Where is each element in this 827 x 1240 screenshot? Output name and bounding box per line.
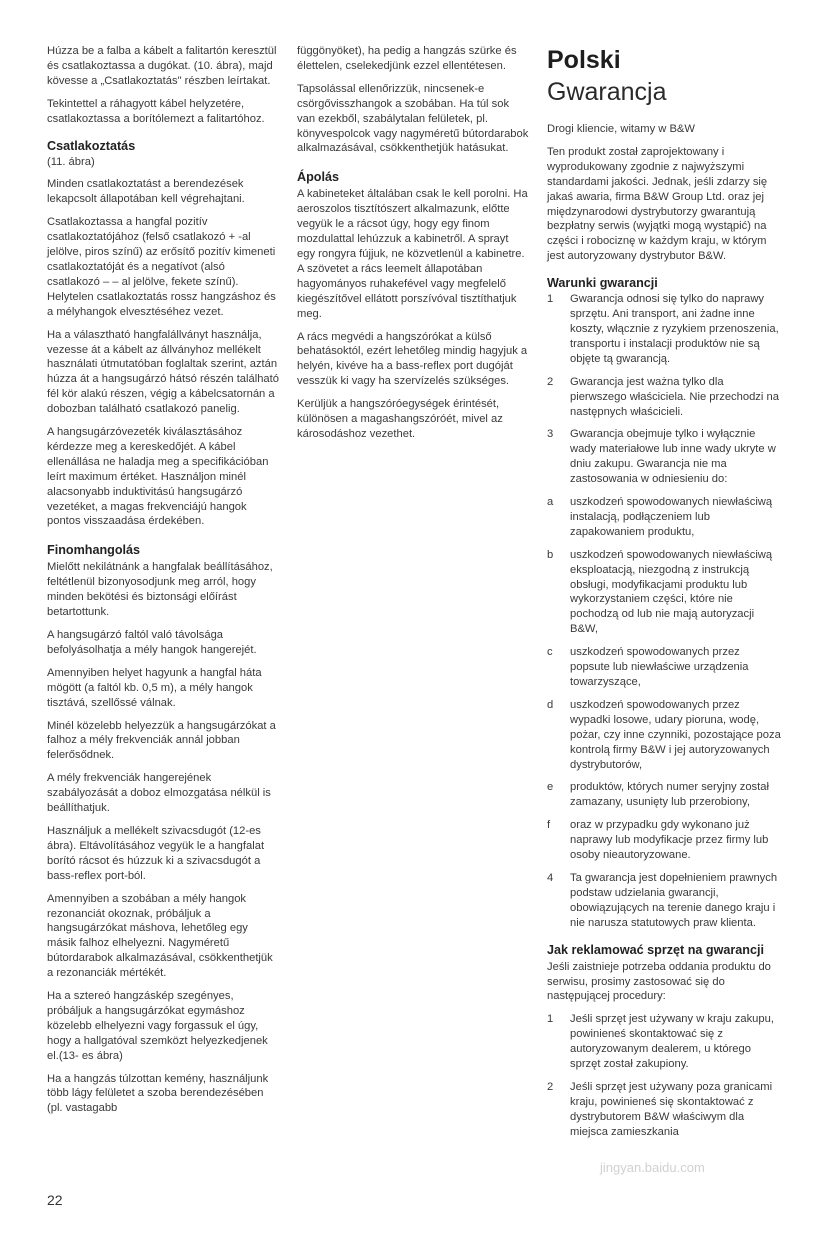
language-heading: Polski <box>547 46 621 74</box>
section-heading-care: Ápolás <box>297 170 339 185</box>
paragraph: Használjuk a mellékelt szivacsdugót (12-es ábra). Eltávolításához vegyük le a hangfalat borító rácsot és húzzuk ki a szivacsdugót a bass-reflex port-ból. <box>47 824 265 882</box>
paragraph: Csatlakoztassa a hangfal pozitív csatlakoztatójához (felső csatlakozó + -al jelölve, piros színű) az erősítő pozitív kimeneti csatlakoztatóját és a negatívot (alsó csatlakozó – – al jelölve, fekete színű). Helytelen csatlakoztatás rossz hangzáshoz és a mélyhangok elvesztéséhez vezet. <box>47 216 276 318</box>
paragraph: A rács megvédi a hangszórókat a külső behatásoktól, ezért lehetőleg mindig hagyjuk a helyén, kivéve ha a bass-reflex port dugóját vesszük ki vagy ha szervízelés szükséges. <box>297 330 528 388</box>
list-item: 4 Ta gwarancja jest dopełnieniem prawnych podstaw udzielania gwarancji, obowiązujących na terenie danego kraju i nie narusza statutowych praw klienta. <box>547 871 778 929</box>
list-item: 2 Gwarancja jest ważna tylko dla pierwszego właściciela. Nie przechodzi na następnych właścicieli. <box>547 375 779 418</box>
paragraph: Kerüljük a hangszóróegységek érintését, különösen a magashangszóróét, mivel az károsodáshoz vezethet. <box>297 398 503 440</box>
list-item: 2 Jeśli sprzęt jest używany poza granicami kraju, powinieneś się skontaktować z dystrybutorem B&W właściwym dla miejsca zamieszkania <box>547 1080 773 1138</box>
list-item: f oraz w przypadku gdy wykonano już naprawy lub modyfikacje przez firmy lub osoby nieautoryzowane. <box>547 819 769 862</box>
list-item: 3 Gwarancja obejmuje tylko i wyłącznie wady materiałowe lub inne wady ukryte w dniu zakupu. Gwarancja nie ma zastosowania w odniesieniu do: <box>547 428 776 486</box>
section-heading-claim: Jak reklamować sprzęt na gwarancji <box>547 942 764 957</box>
paragraph: Tapsolással ellenőrizzük, nincsenek-e csörgővisszhangok a szobában. Ha túl sok van ezekből, szabálytalan felületek, pl. könyvespolcok vagy nagyméretű bútordarabok alkalmazásával, csökkenthetjük hatásukat. <box>297 82 529 155</box>
paragraph: A mély frekvenciák hangerejének szabályozását a doboz elmozgatása nélkül is beállíthatjuk. <box>47 772 271 815</box>
paragraph: Minél közelebb helyezzük a hangsugárzókat a falhoz a mély frekvenciák annál jobban felerősődnek. <box>47 719 276 762</box>
column-polish <box>547 44 782 1148</box>
paragraph: függönyöket), ha pedig a hangzás szürke és élettelen, cselekedjünk ezzel ellentétesen. <box>297 45 517 72</box>
page-title: Gwarancja <box>547 78 667 106</box>
paragraph: Amennyiben helyet hagyunk a hangfal háta mögött (a faltól kb. 0,5 m), a mély hangok tisztává, szellőssé válnak. <box>47 666 262 709</box>
claim-list <box>547 1012 782 1139</box>
paragraph: Jeśli zaistnieje potrzeba oddania produktu do serwisu, prosimy zastosować się do następującej procedury: <box>547 960 771 1003</box>
section-heading-connection: Csatlakoztatás <box>47 138 136 153</box>
column-hungarian-left <box>47 44 279 1124</box>
figure-reference: (11. ábra) <box>47 155 95 168</box>
paragraph: Húzza be a falba a kábelt a falitartón keresztül és csatlakoztassa a dugókat. (10. ábra), majd kövesse a „Csatlakoztatás" részben leírtakat. <box>47 45 277 87</box>
section-heading-warranty-conditions: Warunki gwarancji <box>547 276 658 291</box>
paragraph: A kabineteket általában csak le kell porolni. Ha aeroszolos tisztítószert alkalmazunk, előtte vegyük le a rácsot úgy, hogy egy finom mozdulattal lehúzzuk a kabinetről. A sprayt egy rongyra fújjuk, ne közvetlenül a kabinetre. A szövetet a rács leemelt állapotában hagyományos ruhakefével vagy megfelelő kiegészítővel ellátott porszívóval tisztíthatjuk meg. <box>297 188 528 320</box>
list-item: e produktów, których numer seryjny został zamazany, usunięty lub przerobiony, <box>547 781 769 809</box>
paragraph: Ha a választható hangfalállványt használja, vezesse át a kábelt az állványhoz mellékelt használati útmutatóban foglaltak szerint, aztán húzza át a hangsugárzó hátsó részén található fél kör alakú részen, végig a kábelcsatornán a dobozban található csatlakozó panelig. <box>47 328 279 416</box>
paragraph: Minden csatlakoztatást a berendezések lekapcsolt állapotában kell végrehajtani. <box>47 178 245 206</box>
watermark: jingyan.baidu.com <box>600 1160 705 1175</box>
list-item: b uszkodzeń spowodowanych niewłaściwą eksploatacją, niezgodną z instrukcją obsługi, modyfikacjami produktu lub wykorzystaniem części, które nie pochodzą od lub nie mają autoryzacji B&W, <box>547 548 773 636</box>
paragraph: A hangsugárzóvezeték kiválasztásához kérdezze meg a kereskedőjét. A kábel ellenállása ne haladja meg a specifikációban leírt maximum értéket. Használjon minél alacsonyabb induktivitású hangsugárzó vezetéket, a magas frekvenciájú hangok pontos visszaadása érdekében. <box>47 426 269 528</box>
paragraph: Ha a sztereó hangzáskép szegényes, próbáljuk a hangsugárzókat egymáshoz közelebb elhelyezni vagy forgassuk el úgy, hogy a hallgatóval szemközt helyezkedjenek el.(13- es ábra) <box>47 990 268 1062</box>
paragraph: A hangsugárzó faltól való távolsága befolyásolhatja a mély hangok hangerejét. <box>47 629 257 656</box>
paragraph: Ha a hangzás túlzottan kemény, használjunk több lágy felületet a szoba berendezésében (pl. vastagabb <box>47 1072 269 1115</box>
column-hungarian-right <box>297 44 529 450</box>
paragraph: Drogi kliencie, witamy w B&W <box>547 123 695 135</box>
list-item: d uszkodzeń spowodowanych przez wypadki losowe, udary pioruna, wodę, pożar, czy inne czynniki, pozostające poza kontrolą firmy B&W i jej autoryzowanych dystrybutorów, <box>547 698 781 771</box>
list-item: a uszkodzeń spowodowanych niewłaściwą instalacją, podłączeniem lub zapakowaniem produktu, <box>547 496 773 538</box>
paragraph: Amennyiben a szobában a mély hangok rezonanciát okoznak, próbáljuk a hangsugárzókat máshova, lehetőleg egy másik falhoz elhelyezni. Nagyméretű bútordarabok alkalmazásával, csökkenthetjük a rezonanciák mértékét. <box>47 892 273 980</box>
list-item: 1 Gwarancja odnosi się tylko do naprawy sprzętu. Ani transport, ani żadne inne koszty, włącznie z ryzykiem przenoszenia, transportu i instalacji produktów nie są objęte tą gwarancją. <box>547 293 779 365</box>
list-item: c uszkodzeń spowodowanych przez popsute lub niewłaściwe urządzenia towarzyszące, <box>547 646 749 688</box>
paragraph: Mielőtt nekilátnánk a hangfalak beállításához, feltétlenül bizonyosodjunk meg arról, hogy minden bekötési és biztonsági előírást betartottunk. <box>47 561 273 619</box>
section-heading-fine-tuning: Finomhangolás <box>47 543 141 558</box>
conditions-list <box>547 292 782 930</box>
list-item: 1 Jeśli sprzęt jest używany w kraju zakupu, powinieneś skontaktować się z autoryzowanym dealerem, u którego sprzęt został zakupiony. <box>547 1013 774 1071</box>
paragraph: Ten produkt został zaprojektowany i wyprodukowany zgodnie z najwyższymi standardami jakości. Jednak, jeśli zdarzy się jakaś awaria, firma B&W Group Ltd. oraz jej międzynarodowi dystrybutorzy gwarantują bezpłatny serwis (wyjątki mogą wystąpić) na części i robociznę w każdym kraju, w którym jest autoryzowany dystrybutor B&W. <box>547 145 768 263</box>
paragraph: Tekintettel a ráhagyott kábel helyzetére, csatlakoztassa a borítólemezt a falitartóhoz. <box>47 97 265 125</box>
page-number: 22 <box>47 1192 63 1208</box>
